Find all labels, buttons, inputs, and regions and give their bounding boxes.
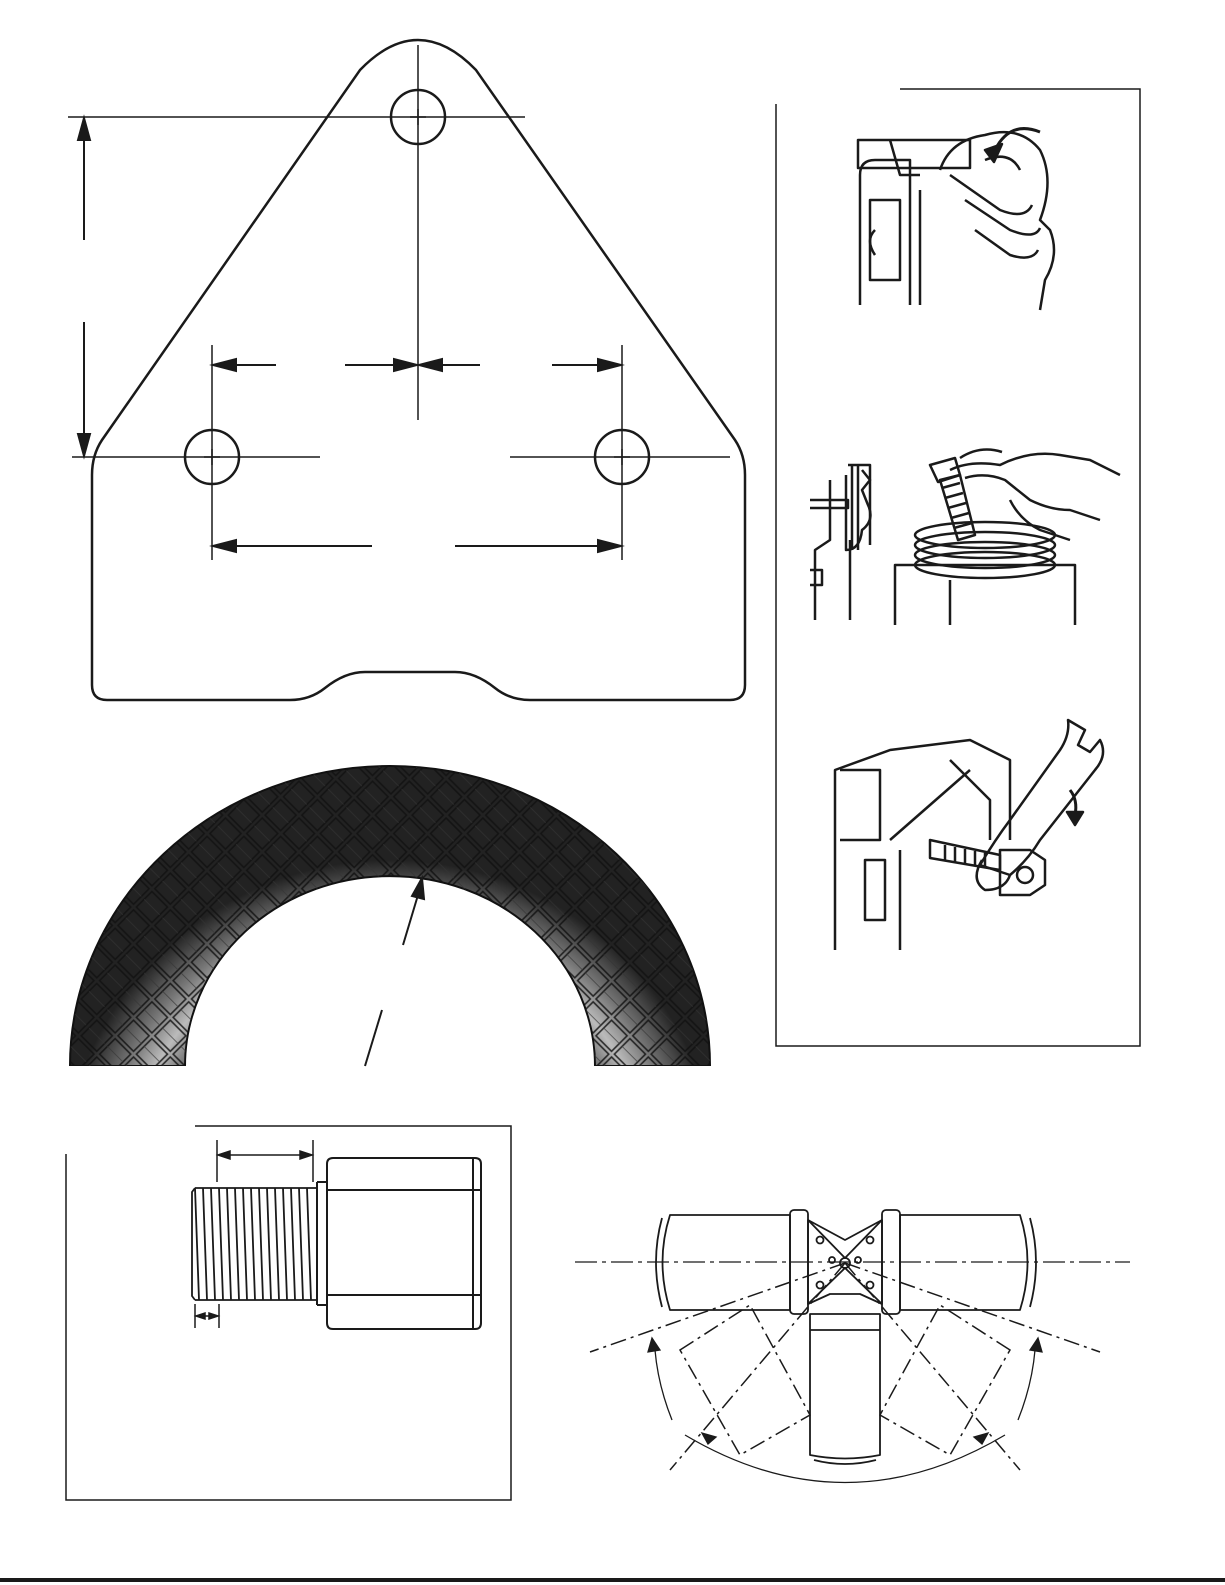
fitting-svg [55, 1120, 525, 1520]
fitting-panel-frame [66, 1126, 511, 1500]
vise-icon [835, 740, 1010, 950]
vertical-dimension [78, 118, 90, 456]
procedure-svg [770, 80, 1150, 1060]
thread-length-dimension [217, 1140, 313, 1182]
hose-leader [365, 878, 424, 1066]
container-icon [895, 522, 1075, 625]
hand-icon [940, 132, 1054, 310]
hole-spacing-dimension [213, 540, 621, 552]
step-2-illustration [810, 450, 1120, 625]
chamfer-dimension [195, 1304, 219, 1328]
vise-procedure-panel [770, 80, 1150, 1060]
wrench-icon [977, 720, 1103, 890]
page-footer-rule [0, 1578, 1225, 1582]
hand-icon [950, 450, 1120, 540]
plate-svg [0, 0, 760, 720]
fitting-nut [317, 1158, 481, 1329]
thread-icon [192, 1188, 317, 1300]
hole-crosshairs [204, 109, 630, 465]
braided-hose-figure [60, 760, 720, 1080]
vise-icon [858, 140, 970, 305]
swivel-joint-diagram [570, 1190, 1140, 1500]
hose-svg [60, 760, 720, 1080]
triangular-plate-diagram [0, 0, 760, 720]
fitting-icon [930, 458, 975, 540]
threaded-fitting-panel [55, 1120, 525, 1520]
half-spacing-dimension [213, 359, 621, 371]
hose-braid [70, 766, 710, 1066]
step-3-illustration [835, 720, 1103, 950]
step-1-illustration [858, 129, 1054, 310]
angle-arcs [648, 1338, 1042, 1483]
hose-icon [70, 766, 710, 1066]
down-tube [810, 1314, 880, 1459]
swivel-svg [570, 1190, 1140, 1500]
vise-icon [810, 465, 870, 620]
